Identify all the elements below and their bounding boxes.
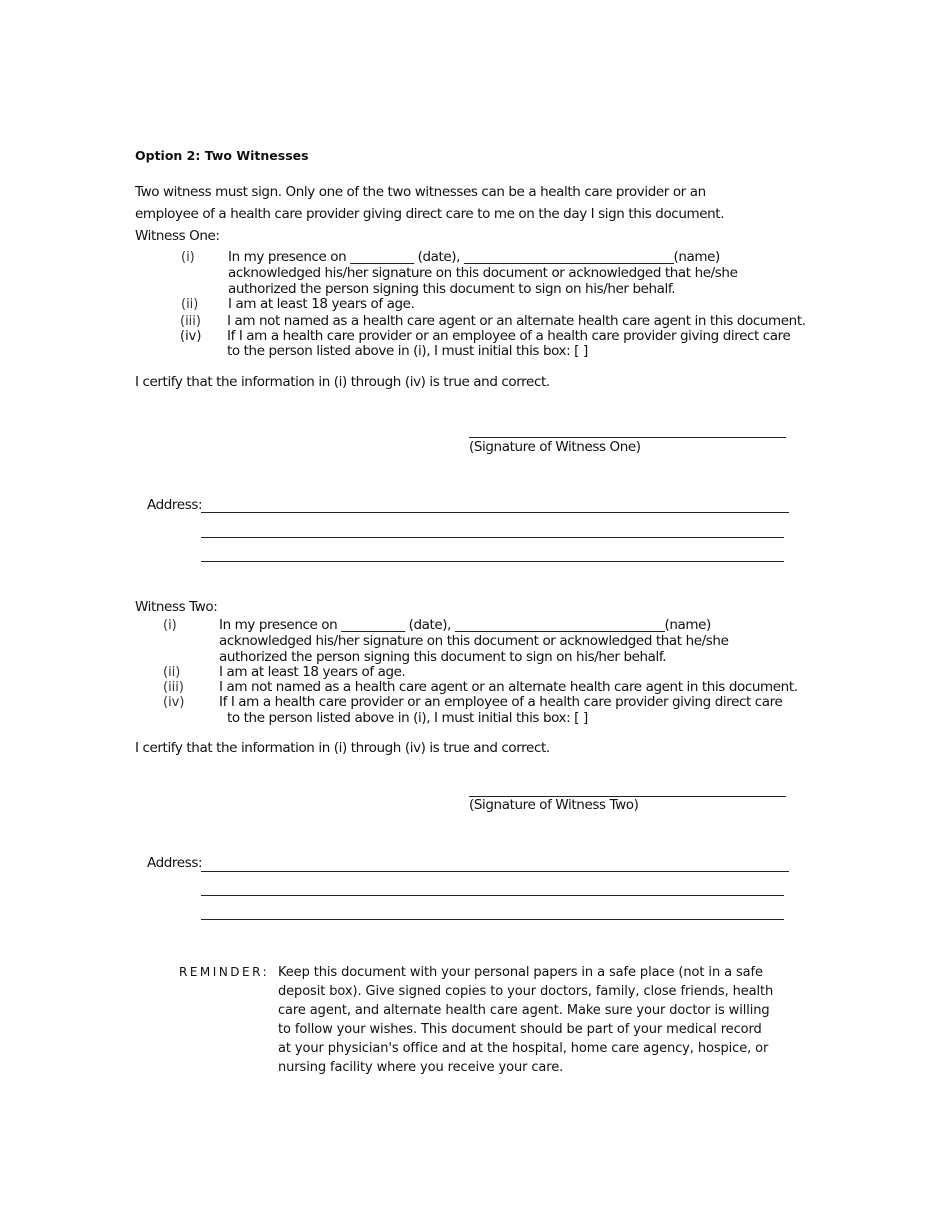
witness-one-label: Witness One:: [135, 228, 220, 244]
w2-item-2-line-1: I am at least 18 years of age.: [219, 664, 406, 680]
w2-item-4-line-1: If I am a health care provider or an employee of a health care provider giving direct care: [219, 694, 783, 710]
w2-item-1-line-2: acknowledged his/her signature on this document or acknowledged that he/she: [219, 633, 729, 649]
w2-item-2-num: (ii): [163, 665, 181, 680]
reminder-line-6: nursing facility where you receive your care.: [278, 1060, 564, 1075]
w2-item-3-num: (iii): [163, 680, 184, 695]
reminder-line-2: deposit box). Give signed copies to your doctors, family, close friends, health: [278, 984, 774, 999]
witness-one-signature-line[interactable]: [469, 437, 786, 438]
w1-item-3-num: (iii): [180, 314, 201, 329]
w1-item-2-num: (ii): [181, 297, 199, 312]
witness-one-certify: I certify that the information in (i) through (iv) is true and correct.: [135, 374, 550, 390]
intro-line-2: employee of a health care provider giving direct care to me on the day I sign this document.: [135, 206, 725, 222]
witness-one-address-line-3[interactable]: [201, 561, 784, 562]
w1-item-1-num: (i): [181, 250, 195, 265]
witness-one-address-line-1[interactable]: [201, 512, 789, 513]
w2-item-1-line-3: authorized the person signing this document to sign on his/her behalf.: [219, 649, 667, 665]
w2-item-1-num: (i): [163, 618, 177, 633]
witness-two-certify: I certify that the information in (i) through (iv) is true and correct.: [135, 740, 550, 756]
w1-item-1-line-3: authorized the person signing this document to sign on his/her behalf.: [228, 281, 676, 297]
reminder-line-5: at your physician's office and at the hospital, home care agency, hospice, or: [278, 1041, 769, 1056]
w1-item-4-line-1: If I am a health care provider or an employee of a health care provider giving direct care: [227, 328, 791, 344]
witness-two-address-line-3[interactable]: [201, 919, 784, 920]
w1-item-1-line-1: In my presence on __________ (date), _________________________________(name): [228, 249, 720, 265]
intro-line-1: Two witness must sign. Only one of the two witnesses can be a health care provider or an: [135, 184, 706, 200]
w1-item-2-line-1: I am at least 18 years of age.: [228, 296, 415, 312]
witness-two-label: Witness Two:: [135, 599, 218, 615]
witness-two-signature-label: (Signature of Witness Two): [469, 797, 639, 813]
w1-item-1-line-2: acknowledged his/her signature on this document or acknowledged that he/she: [228, 265, 738, 281]
w1-item-4-line-2: to the person listed above in (i), I must initial this box: [ ]: [227, 343, 588, 359]
reminder-label: REMINDER:: [179, 965, 270, 979]
w2-item-1-line-1: In my presence on __________ (date), _________________________________(name): [219, 617, 711, 633]
witness-one-address-line-2[interactable]: [201, 537, 784, 538]
w1-item-3-line-1: I am not named as a health care agent or an alternate health care agent in this document.: [227, 313, 806, 329]
w2-item-4-num: (iv): [163, 695, 185, 710]
w2-item-3-line-1: I am not named as a health care agent or an alternate health care agent in this document.: [219, 679, 798, 695]
witness-two-address-line-1[interactable]: [201, 871, 789, 872]
reminder-line-4: to follow your wishes. This document should be part of your medical record: [278, 1022, 762, 1037]
w1-item-4-num: (iv): [180, 329, 202, 344]
reminder-line-1: Keep this document with your personal papers in a safe place (not in a safe: [278, 965, 763, 980]
witness-two-address-label: Address:: [147, 855, 203, 871]
section-heading: Option 2: Two Witnesses: [135, 148, 309, 163]
witness-two-address-line-2[interactable]: [201, 895, 784, 896]
reminder-line-3: care agent, and alternate health care agent. Make sure your doctor is willing: [278, 1003, 770, 1018]
reminder-text: [278, 963, 778, 1077]
witness-one-address-label: Address:: [147, 497, 203, 513]
w2-item-4-line-2: to the person listed above in (i), I must initial this box: [ ]: [227, 710, 588, 726]
witness-one-signature-label: (Signature of Witness One): [469, 439, 641, 455]
